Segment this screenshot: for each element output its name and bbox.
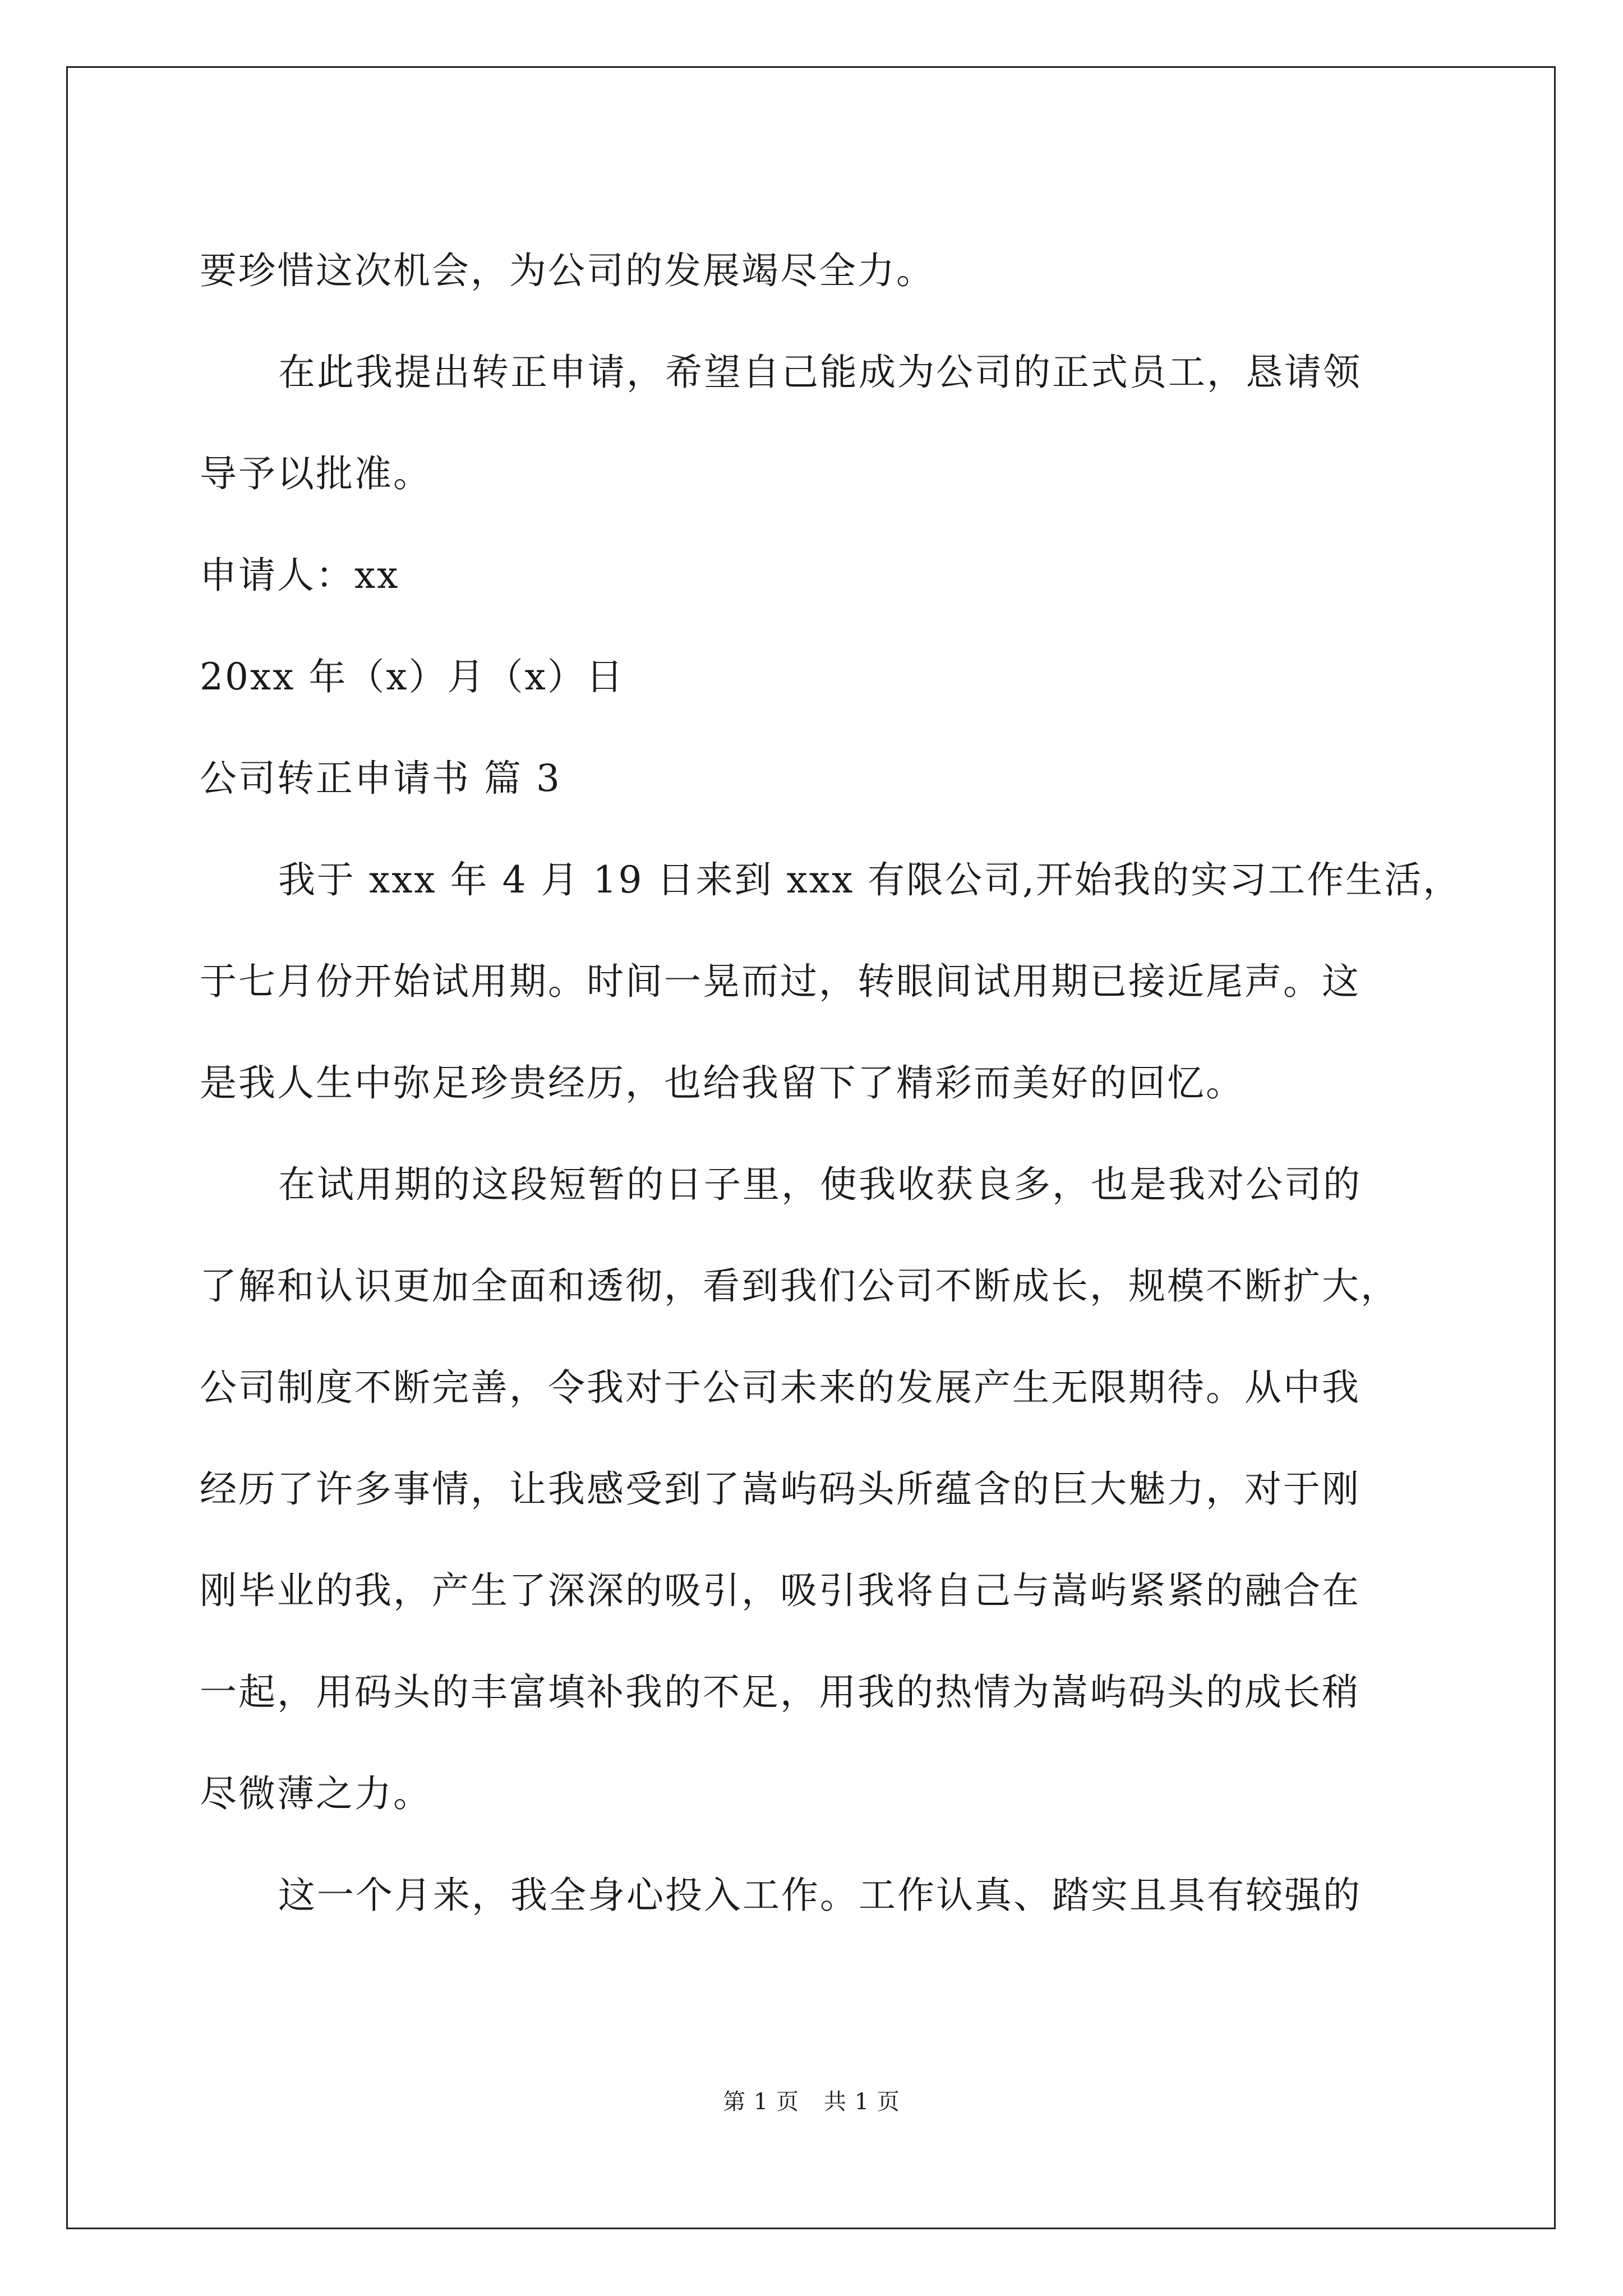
application-date: 20xx 年（x）月（x）日 [200, 655, 625, 698]
paragraph-line: 一起，用码头的丰富填补我的不足，用我的热情为嵩屿码头的成长稍 [200, 1671, 1361, 1714]
page-number: 第 1 页 [723, 2089, 799, 2115]
paragraph-line: 是我人生中弥足珍贵经历，也给我留下了精彩而美好的回忆。 [200, 1061, 1244, 1105]
document-body [200, 220, 1462, 1946]
paragraph-line: 在此我提出转正申请，希望自己能成为公司的正式员工，恳请领 [278, 351, 1362, 394]
paragraph-line: 我于 xxx 年 4 月 19 日来到 xxx 有限公司,开始我的实习工作生活， [278, 858, 1462, 901]
applicant-signature: 申请人：xx [200, 554, 400, 597]
paragraph-line: 要珍惜这次机会，为公司的发展竭尽全力。 [200, 249, 935, 292]
section-heading: 公司转正申请书 篇 3 [200, 757, 561, 800]
paragraph-line: 经历了许多事情，让我感受到了嵩屿码头所蕴含的巨大魅力，对于刚 [200, 1467, 1361, 1511]
paragraph-line: 导予以批准。 [200, 452, 432, 495]
paragraph-line: 公司制度不断完善，令我对于公司未来的发展产生无限期待。从中我 [200, 1366, 1361, 1409]
paragraph-line: 刚毕业的我，产生了深深的吸引，吸引我将自己与嵩屿紧紧的融合在 [200, 1569, 1361, 1612]
paragraph-line: 于七月份开始试用期。时间一晃而过，转眼间试用期已接近尾声。这 [200, 960, 1361, 1003]
paragraph-line: 尽微薄之力。 [200, 1772, 432, 1815]
paragraph-line: 在试用期的这段短暂的日子里，使我收获良多，也是我对公司的 [278, 1163, 1362, 1206]
page-total: 共 1 页 [824, 2089, 900, 2115]
paragraph-line: 了解和认识更加全面和透彻，看到我们公司不断成长，规模不断扩大， [200, 1264, 1399, 1308]
paragraph-line: 这一个月来，我全身心投入工作。工作认真、踏实且具有较强的 [278, 1874, 1362, 1917]
page-footer [0, 2088, 1623, 2116]
